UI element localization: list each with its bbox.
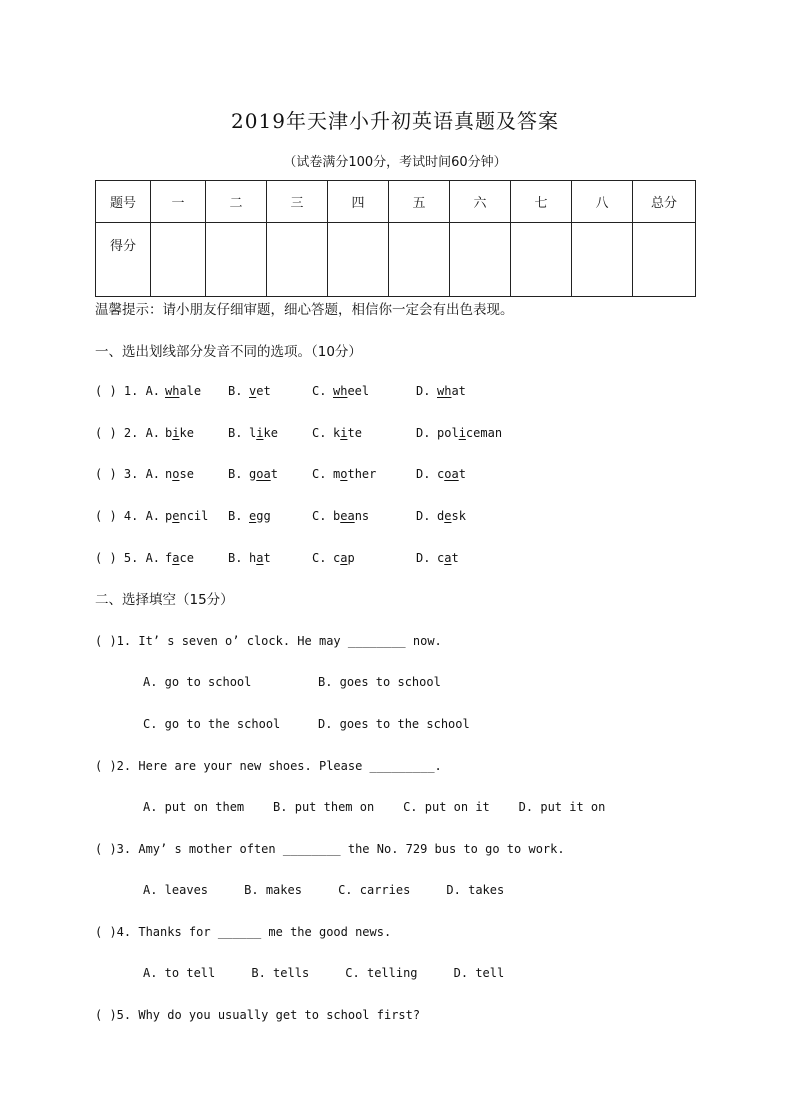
- score-cell: [328, 223, 389, 297]
- option-word: policeman: [437, 426, 503, 440]
- underlined-letters: a: [444, 551, 452, 565]
- header-cell: 三: [267, 181, 328, 223]
- option-label: C.: [312, 551, 327, 565]
- score-table-score-row: [96, 223, 696, 297]
- question-number: ( ) 3. A.: [95, 467, 161, 481]
- option-label: C.: [312, 384, 327, 398]
- option-word: cap: [333, 551, 355, 565]
- header-cell: 七: [511, 181, 572, 223]
- option-word: kite: [333, 426, 362, 440]
- score-table: [95, 180, 696, 297]
- header-cell: 总分: [633, 181, 696, 223]
- question-number: ( ) 4. A.: [95, 509, 161, 523]
- score-cell: [151, 223, 206, 297]
- underlined-letters: i: [340, 426, 348, 440]
- question-text: ( )3. Amy’ s mother often ________ the No. 729 bus to go to work.: [95, 842, 565, 856]
- option-word: vet: [249, 384, 271, 398]
- option-word: wheel: [333, 384, 370, 398]
- option-word: bike: [165, 426, 194, 440]
- option-label: B.: [228, 509, 243, 523]
- question-number: ( ) 1. A.: [95, 384, 161, 398]
- underlined-letters: oa: [444, 467, 459, 481]
- option-label: B.: [228, 551, 243, 565]
- underlined-letters: a: [256, 551, 264, 565]
- score-cell: [450, 223, 511, 297]
- option-word: nose: [165, 467, 194, 481]
- underlined-letters: a: [340, 551, 348, 565]
- header-cell: 一: [151, 181, 206, 223]
- underlined-letters: e: [249, 509, 257, 523]
- answer-option: B. goes to school: [318, 675, 441, 689]
- header-cell: 八: [572, 181, 633, 223]
- score-table-header-row: [96, 181, 696, 223]
- header-cell: 六: [450, 181, 511, 223]
- option-word: face: [165, 551, 194, 565]
- answer-option: D. goes to the school: [318, 717, 470, 731]
- section1-heading: 一、选出划线部分发音不同的选项。（10分）: [95, 344, 362, 360]
- underlined-letters: i: [458, 426, 466, 440]
- section2-heading: 二、选择填空（15分）: [95, 592, 234, 608]
- option-label: C.: [312, 509, 327, 523]
- option-word: egg: [249, 509, 271, 523]
- underlined-letters: ea: [340, 509, 355, 523]
- answer-options: A. put on them B. put them on C. put on it D. put it on: [143, 800, 606, 814]
- option-label: D.: [416, 467, 431, 481]
- score-cell: [267, 223, 328, 297]
- underlined-letters: o: [172, 467, 180, 481]
- score-cell: [206, 223, 267, 297]
- question-text: ( )5. Why do you usually get to school first?: [95, 1008, 421, 1022]
- header-cell: 五: [389, 181, 450, 223]
- tip-text: 温馨提示：请小朋友仔细审题，细心答题，相信你一定会有出色表现。: [95, 302, 514, 318]
- score-row-label: 得分: [96, 223, 151, 297]
- answer-option: C. go to the school: [143, 717, 281, 731]
- underlined-letters: wh: [165, 384, 180, 398]
- score-cell: [389, 223, 450, 297]
- option-label: C.: [312, 467, 327, 481]
- option-word: desk: [437, 509, 466, 523]
- question-text: ( )2. Here are your new shoes. Please _________.: [95, 759, 442, 773]
- header-cell: 四: [328, 181, 389, 223]
- underlined-letters: o: [340, 467, 348, 481]
- answer-options: A. to tell B. tells C. telling D. tell: [143, 966, 505, 980]
- score-cell: [633, 223, 696, 297]
- option-word: like: [249, 426, 278, 440]
- header-cell: 题号: [96, 181, 151, 223]
- option-word: hat: [249, 551, 271, 565]
- underlined-letters: e: [444, 509, 452, 523]
- score-cell: [572, 223, 633, 297]
- option-word: what: [437, 384, 466, 398]
- exam-subtitle: （试卷满分100分，考试时间60分钟）: [283, 155, 507, 170]
- underlined-letters: i: [256, 426, 264, 440]
- score-cell: [511, 223, 572, 297]
- underlined-letters: i: [172, 426, 180, 440]
- option-word: beans: [333, 509, 370, 523]
- question-text: ( )1. It’ s seven o’ clock. He may ________ now.: [95, 634, 442, 648]
- page-title: 2019年天津小升初英语真题及答案: [231, 109, 559, 133]
- option-label: D.: [416, 551, 431, 565]
- option-word: cat: [437, 551, 459, 565]
- option-label: B.: [228, 426, 243, 440]
- option-word: coat: [437, 467, 466, 481]
- option-word: pencil: [165, 509, 209, 523]
- underlined-letters: e: [172, 509, 180, 523]
- option-word: whale: [165, 384, 202, 398]
- question-number: ( ) 5. A.: [95, 551, 161, 565]
- option-label: C.: [312, 426, 327, 440]
- question-text: ( )4. Thanks for ______ me the good news.: [95, 925, 392, 939]
- answer-option: A. go to school: [143, 675, 252, 689]
- header-cell: 二: [206, 181, 267, 223]
- underlined-letters: wh: [437, 384, 452, 398]
- option-word: mother: [333, 467, 377, 481]
- underlined-letters: a: [172, 551, 180, 565]
- option-label: D.: [416, 384, 431, 398]
- underlined-letters: wh: [333, 384, 348, 398]
- question-number: ( ) 2. A.: [95, 426, 161, 440]
- option-label: D.: [416, 509, 431, 523]
- underlined-letters: v: [249, 384, 257, 398]
- option-label: B.: [228, 384, 243, 398]
- underlined-letters: oa: [256, 467, 271, 481]
- option-word: goat: [249, 467, 278, 481]
- answer-options: A. leaves B. makes C. carries D. takes: [143, 883, 505, 897]
- option-label: D.: [416, 426, 431, 440]
- option-label: B.: [228, 467, 243, 481]
